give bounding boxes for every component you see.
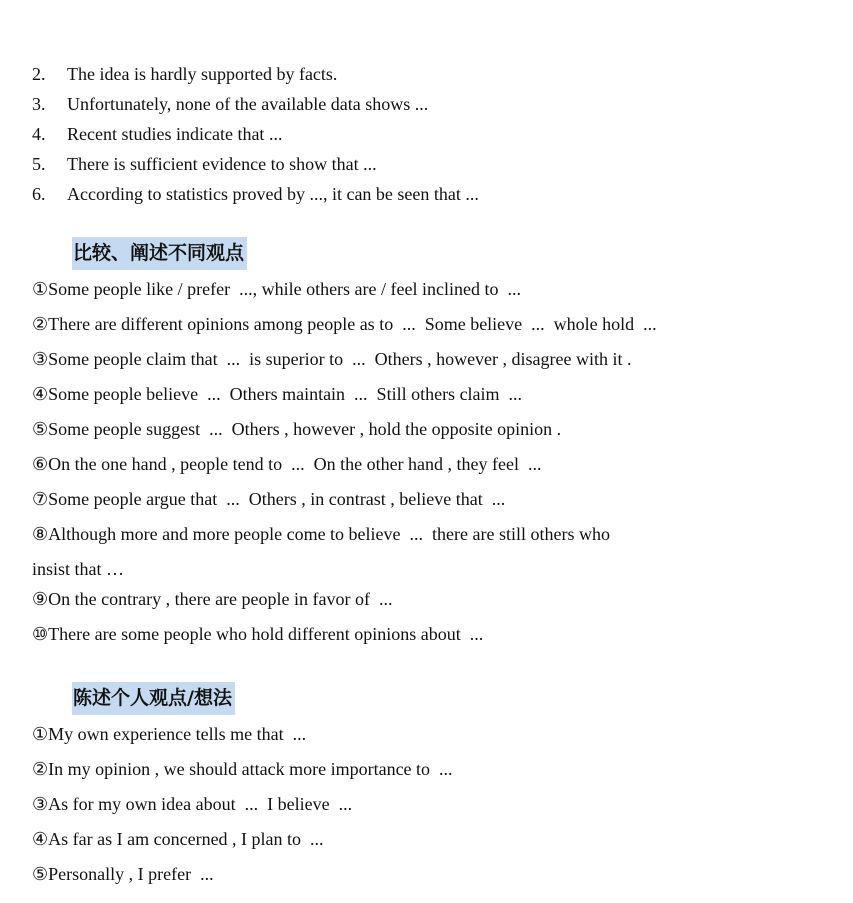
phrase-text: Some people like / prefer ..., while others are / feel inclined to ... <box>48 279 521 299</box>
phrase-item <box>32 417 822 452</box>
circled-number: ⑤ <box>32 864 49 885</box>
item-text: Unfortunately, none of the available data shows ... <box>67 94 429 114</box>
phrase-text: As for my own idea about ... I believe ... <box>48 794 353 814</box>
phrase-text: On the one hand , people tend to ... On the other hand , they feel ... <box>48 454 542 474</box>
phrase-item <box>32 277 822 312</box>
circled-number: ② <box>32 314 49 335</box>
phrase-text: There are different opinions among people as to ... Some believe ... whole hold ... <box>48 314 657 334</box>
phrase-text: There are some people who hold different opinions about ... <box>48 624 484 644</box>
item-number: 5. <box>32 154 46 174</box>
phrase-text: Some people believe ... Others maintain ... Still others claim ... <box>48 384 523 404</box>
phrase-item <box>32 757 822 792</box>
phrase-text: Some people argue that ... Others , in contrast , believe that ... <box>48 489 506 509</box>
circled-number: ③ <box>32 349 49 370</box>
phrase-item <box>32 622 822 657</box>
circled-number: ① <box>32 724 49 745</box>
circled-number: ③ <box>32 794 49 815</box>
phrase-text: In my opinion , we should attack more importance to ... <box>48 759 453 779</box>
circled-number: ⑩ <box>32 624 49 645</box>
circled-number: ④ <box>32 384 49 405</box>
list-item <box>32 151 812 181</box>
item-text: Recent studies indicate that ... <box>67 124 283 144</box>
phrase-item <box>32 722 822 757</box>
section-heading-compare: 比较、阐述不同观点 <box>72 237 247 270</box>
phrase-item <box>32 487 822 522</box>
item-number: 2. <box>32 64 46 84</box>
phrase-text: On the contrary , there are people in favor of ... <box>48 589 393 609</box>
circled-number: ⑨ <box>32 589 49 610</box>
numbered-list <box>32 61 812 211</box>
phrase-text: Although more and more people come to believe ... there are still others who <box>48 524 610 544</box>
phrase-text: Some people claim that ... is superior to ... Others , however , disagree with it . <box>48 349 632 369</box>
circled-number: ⑤ <box>32 419 49 440</box>
phrase-text: Personally , I prefer ... <box>48 864 214 884</box>
phrase-text: Some people suggest ... Others , however , hold the opposite opinion . <box>48 419 562 439</box>
phrase-item <box>32 587 822 622</box>
circled-number: ⑥ <box>32 454 49 475</box>
circled-number: ④ <box>32 829 49 850</box>
phrase-item <box>32 452 822 487</box>
compare-phrase-list <box>32 277 822 657</box>
phrase-item <box>32 862 822 897</box>
phrase-item <box>32 347 822 382</box>
phrase-item <box>32 522 822 557</box>
phrase-item <box>32 827 822 862</box>
phrase-continuation: insist that … <box>32 559 125 579</box>
item-number: 4. <box>32 124 46 144</box>
section-heading-personal: 陈述个人观点/想法 <box>72 682 235 715</box>
list-item <box>32 61 812 91</box>
item-text: The idea is hardly supported by facts. <box>67 64 338 84</box>
list-item <box>32 181 812 211</box>
list-item <box>32 91 812 121</box>
phrase-item <box>32 792 822 827</box>
phrase-item <box>32 312 822 347</box>
circled-number: ① <box>32 279 49 300</box>
item-number: 6. <box>32 184 46 204</box>
phrase-item <box>32 382 822 417</box>
item-text: According to statistics proved by ..., it can be seen that ... <box>67 184 479 204</box>
circled-number: ② <box>32 759 49 780</box>
circled-number: ⑧ <box>32 524 49 545</box>
item-number: 3. <box>32 94 46 114</box>
circled-number: ⑦ <box>32 489 49 510</box>
list-item <box>32 121 812 151</box>
phrase-text: My own experience tells me that ... <box>48 724 307 744</box>
phrase-text: As far as I am concerned , I plan to ... <box>48 829 324 849</box>
personal-phrase-list <box>32 722 822 897</box>
item-text: There is sufficient evidence to show that ... <box>67 154 377 174</box>
